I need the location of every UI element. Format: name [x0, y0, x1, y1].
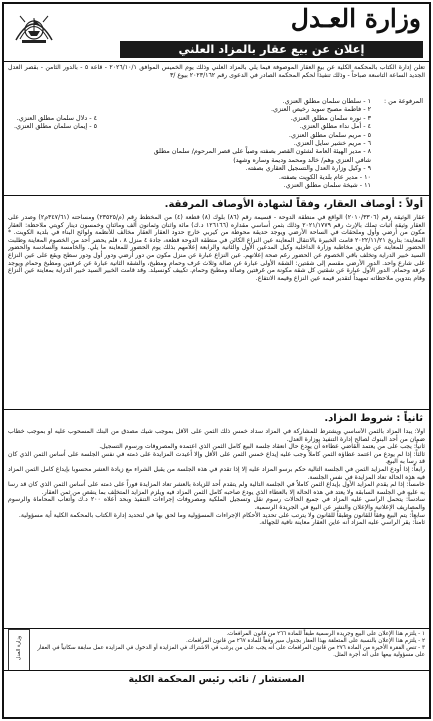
- intro-paragraph: تعلن إدارة الكتاب بالمحكمة الكلية عن بيع العقار الموصوفة فيما يلي بالمزاد العلني وذلك يوم الخميس الموافق ٢٠٢٦/١٠/١ - قاعة ٥ - بالدور الثامن - بقصر العدل الجديد الساعة التاسعة صباحاً - وذلك تنفيذاً لحكم المحكمة الصادر في الدعوى رقم ٢٠٢٣/١٦٢ بيوع /٣: [8, 64, 425, 79]
- auction-term: ثامناً: يقر الراسي عليه المزاد أنه عاين العقار معاينة نافية للجهالة.: [259, 519, 425, 527]
- divider: [4, 409, 429, 410]
- party-item: ٩ - وكيل وزارة العدل والتسجيل العقاري بصفته.: [245, 164, 371, 173]
- divider: [4, 195, 429, 196]
- auction-term: رابعاً: إذا أودع المزايد الثمن في الجلسة التالية حكم برسو المزاد عليه إلا إذا تقدم في هذه الجلسة من يقبل الشراء مع زيادة العشر محسوبا بإيداع كامل الثمن المزاد فيه هذه الحالة تعاد المزايدة في نفس الجلسة.: [8, 465, 425, 481]
- auction-term: سادساً: يتحمل الراسي عليه المزاد في جميع الحالات رسوم نقل وتسجيل الملكية ومصروفات إجراءات التنفيذ وبحد أعلاه ٢٠٠ د.ك وأتعاب المحاماة والرسوم والمصاريف الإعلانية والإعلان والنشر عن البيع في الجريدة الرسمية.: [8, 496, 425, 511]
- party-item: ٤ - أمل نداء مطلق العنزي.: [299, 122, 371, 131]
- notes-block: [28, 631, 425, 659]
- note-item: ٣ - تنص الفقرة الأخيرة من المادة ٢٧٦ من قانون المرافعات على أنه يجب على من يرغب في الاشتراك في المزايدة أو الدخول في المزايدة عمل سابقة سكانياً في العقار على مسؤولية بيعها على أنه أجرة المثل.: [37, 645, 425, 658]
- party-item: ٦ - مريم خشير سايل العنزي.: [293, 139, 371, 148]
- auction-terms: [8, 428, 425, 626]
- seal-label: وزارة العدل: [16, 635, 22, 661]
- party-item: ١ - سلطان سلمان مطلق العنزي.: [282, 97, 371, 105]
- party-item: ٤ - دلال سلمان مطلق العنزي.: [16, 114, 97, 122]
- section-descriptions-title: أولاً : أوصاف العقار، وفقاً لشهادة الأوصاف المرفقة.: [164, 199, 423, 210]
- auction-term: ثانياً: يجب على من يعتمد القاضي عطاءه أن يودع حال انعقاد جلسة البيع كامل الثمن الذي اعتمده والمصروفات ورسوم التسجيل.: [99, 443, 425, 451]
- announcement-headline: إعلان عن بيع عقار بالمزاد العلني: [120, 41, 423, 58]
- auction-term: ثالثاً: إذا لم يودع من اعتمد عطاؤه الثمن كاملاً وجب عليه إيداع خمس الثمن على الأقل وإلا أعيدت المزايدة على ذمته في نفس الجلسة على أساس الثمن الذي كان قد رسا به البيع.: [8, 450, 425, 466]
- party-item: ١٠ - مدير عام بلدية الكويت بصفته.: [278, 172, 371, 181]
- section-conditions-title: ثانياً : شروط المزاد.: [324, 413, 423, 424]
- kuwait-emblem-icon: [12, 6, 56, 46]
- divider: [4, 61, 429, 62]
- note-item: ٢ - يلتزم هذا الإعلان بالنسبة على المتعلقة بهذا العقار بجدول سير وفقاً للمادة ٢٦٧ من قانون المرافعات.: [185, 638, 425, 644]
- party-item: ١١ - شيخة سلمان مطلق العنزي.: [283, 181, 371, 190]
- party-item: ٣ - نوره سلمان مطلق العنزي.: [290, 113, 371, 122]
- parties-label-block: [363, 97, 423, 105]
- parties-label: المرفوعة من :: [383, 97, 423, 105]
- auction-term: سابعاً: يتم البيع وفقاً للقانون وطبقاً للقانون ولا يترتب على تحديد الأحكام الإجراءات المسؤولية وما لحق بها في لتحديد إدارة الكتاب بالمحكمة الكلية أية مسؤولية.: [18, 511, 425, 519]
- party-item: شافي العنزي وهم/ خالد ومحمد وديمة وساره وشهد): [233, 155, 371, 164]
- parties-right-list: [154, 97, 371, 189]
- signature-line: المستشار / نائب رئيس المحكمة الكلية: [128, 674, 305, 685]
- ministry-title: وزارة العـدل: [290, 4, 421, 33]
- divider: [4, 670, 429, 671]
- party-item: ٥ - مريم سلمان مطلق العنزي.: [288, 130, 371, 139]
- auction-term: أولاً: يبدأ المزاد بالثمن الأساسي ويشترط للمشاركة في المزاد سداد خمس ذلك الثمن على الأقل بموجب شيك مصدق من البنك المسحوب عليه أو بموجب خطاب ضمان من أحد البنوك لصالح إدارة التنفيذ بوزارة العدل.: [8, 428, 425, 443]
- auction-term: خامساً: إذا لم يقدم المزايد الأول بإيداع الثمن كاملاً في الجلسة التالية ولم يتقدم أحد للزيادة بالعشر تعاد المزايدة فوراً على ذمته على أساس الثمن الذي كان قد رسا به عليه في الجلسة السابقة ولا يعتد في هذه الحالة إلا بالعطاء الذي يودع صاحبه كامل الثمن المزاد فيه ويلزم المزايد المتخلف بما ينقص من ثمن العقار.: [8, 481, 425, 496]
- section-descriptions-text: عقار الوثيقة رقم (٢٠١٠/٣٣٠٦) الواقع في منطقة الدوحة - قسيمة رقم (٨٦) بلوك (٨) قطعة (٤) من المخطط رقم (م/٢٣٥٢٥) ومساحته (٣٤٧/٦١م٢) وصدر على العقار وثيقة أثبات تملك بالإرث رقم ٢٠٢١/١٧٧٩ وذلك بثمن أساسي مقداره (١٢٦١٦٦ د.ك) مائة واثنان وثمانون ألف ومائتان وخمسون دينار كويتي ملاحظة: العقار مكون من أرضي وأول وملحقات في الساحة الأرضي ويوجد حديقة محوطة من كيربي خارج حدود العقار العقار مخالف للأنظمة ولوائح البناء في بلدية الكويت. * المعاينة: بتاريخ ٢٠٢٢/١١/٢١ قامت الخبيرة بالانتقال المعاينة عين النزاع الكائن في منطقة الدوحة قطعة، جادة ٤ منزل ٨ ، فلم يحضر أحد من الخصوم المعاينة وطلبت الحضور للمعاينة عن طريق مخاطبة وزارة الداخلية وكيل المدعين الأول والثانية والرابعة إعلامهم بذلك يوم الحضور للمعاينة ما يلي. والخامسة والسادسة والحضور السيد خبير الدراية وتخلف باقي الخصوم عن الحضور رغم صحة إعلانهم. عين النزاع عبارة عن منزل مكون من دور أرضي ودور أول ودور سطح ويقع على عين النزاع على شارع واحد. الدور الأرضي مقسم إلى شقتين: الشقة الأولى عبارة عن صالة وثلاث غرف وحمام ومطبخ، والشقة الثانية عبارة عن غرفتين ومطبخ وحمام ويوجد غرفة وحمام. الدور الأول عبارة عن شقتين كل شقة مكونة من غرفتين وصالة ومطبخ وحمام. تكييف كونسيلد. وقد قامت الخبير السيد خبير الدراية بمعاينة عين النزاع وقام بتدوين ملاحظاته تمهيداً لتقدير قيمة عين النزاع وقيمة الانتفاع.: [8, 214, 425, 282]
- party-item: ٢ - فاطمة مصبح سويد رخيص العنزي.: [270, 105, 371, 114]
- ministry-seal-icon: [8, 629, 30, 671]
- note-item: ١ - يلتزم هذا الإعلان على البيع وجريدة الرسمية طبقاً للمادة ٢٦٦ من قانون المرافعات.: [226, 631, 425, 637]
- divider: [4, 628, 429, 629]
- party-item: ٥ - إيمان سلمان مطلق العنزي.: [14, 122, 97, 131]
- parties-left-list: [14, 114, 97, 131]
- party-item: ٨ - مدير الهيئة العامة لشئون القصر بصفته وصياً على قصر المرحوم/ سلمان مطلق: [153, 147, 371, 156]
